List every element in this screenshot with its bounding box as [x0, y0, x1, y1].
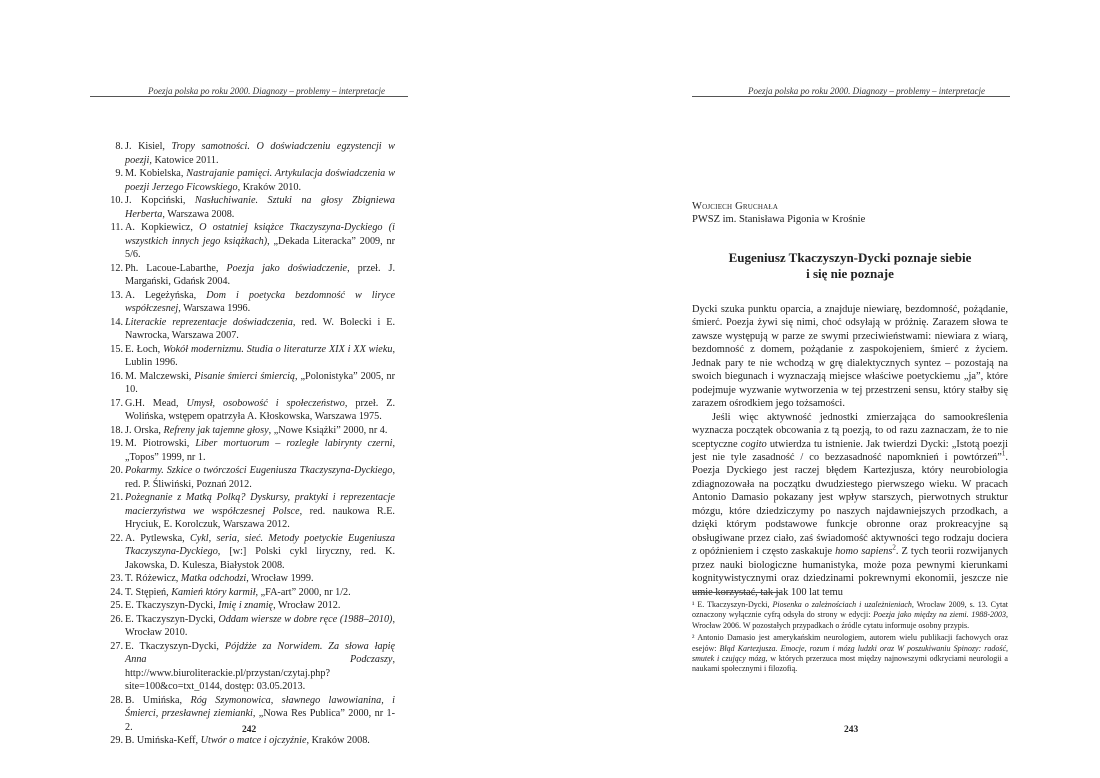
footnotes	[692, 600, 1008, 677]
bibliography-entry-num: 20.	[110, 465, 123, 476]
footnote-2	[692, 633, 1008, 675]
cogito-term: cogito	[740, 438, 767, 450]
footnote-ref-2[interactable]: 2	[892, 543, 896, 552]
bibliography-entry-title: O ostatniej książce Tkaczyszyna-Dyckiego (i wszystkich innych jego książkach)	[125, 222, 395, 247]
footnote-1-text-b: , Wrocław 2009, s. 13. Cytat oznaczony wyłącznie cyfrą odsyła do strony w edycji:	[692, 600, 1009, 620]
footnote-ref-1[interactable]: 1	[1001, 449, 1006, 458]
article-title-line-1: Eugeniusz Tkaczyszyn-Dycki poznaje siebie	[728, 250, 972, 265]
bibliography-entry-rest: , „Nowa Res Publica” 2000, nr 1-2.	[125, 708, 395, 733]
bibliography-entry-title: Refreny jak tajemne głosy	[163, 424, 269, 436]
bibliography-list	[107, 140, 395, 748]
bibliography-entry-title: Cykl, seria, sieć. Metody poetyckie Eugeniusza Tkaczyszyna-Dyckiego	[125, 532, 395, 557]
page-number-right: 243	[844, 725, 859, 735]
header-rule-left	[90, 96, 408, 97]
bibliography-entry-rest: , Lublin 1996.	[125, 343, 395, 368]
bibliography-entry-num: 10.	[110, 195, 123, 206]
bibliography-entry-author: T. Różewicz,	[125, 573, 181, 584]
bibliography-entry	[107, 491, 395, 532]
homo-sapiens-term: homo sapiens	[835, 546, 893, 558]
bibliography-entry-author: A. Legeżyńska,	[125, 289, 207, 301]
bibliography-entry-num: 23.	[110, 573, 123, 584]
bibliography-entry-title: Matka odchodzi	[180, 573, 247, 584]
author-affiliation: PWSZ im. Stanisława Pigonia w Krośnie	[692, 214, 866, 225]
bibliography-entry-rest: , Katowice 2011.	[149, 154, 219, 166]
right-page	[550, 0, 1100, 778]
bibliography-entry-title: Nastrajanie pamięci. Artykulacja doświadczenia w poezji Jerzego Ficowskiego	[125, 168, 395, 193]
bibliography-entry	[107, 316, 395, 343]
bibliography-entry-author: J. Kisiel,	[125, 141, 172, 152]
bibliography-entry-title: Poezja jako doświadczenie	[226, 262, 348, 274]
bibliography-entry-rest: , „Topos” 1999, nr 1.	[125, 438, 395, 463]
bibliography-entry-num: 15.	[110, 343, 123, 355]
bibliography-entry-rest: , [w:] Polski cykl liryczny, red. K. Jakowska, D. Kulesza, Białystok 2008.	[125, 546, 395, 571]
bibliography-entry-rest: , Kraków 2010.	[237, 181, 301, 193]
bibliography-entry-num: 22.	[110, 532, 123, 544]
bibliography-entry-rest: , http://www.biuroliterackie.pl/przystan/czytaj.php?site=100&co=txt_0144, dostęp: 03.05.2013.	[125, 654, 395, 692]
bibliography-entry-num: 28.	[110, 694, 123, 706]
bibliography-entry-num: 27.	[110, 640, 123, 652]
bibliography-entry-author: T. Stępień,	[125, 586, 172, 598]
article-body	[692, 303, 1008, 599]
bibliography-entry-rest: , red. W. Bolecki i E. Nawrocka, Warszawa 2007.	[125, 316, 396, 341]
bibliography-entry-rest: , przeł. Z. Wolińska, wstępem opatrzyła A. Kłoskowska, Warszawa 1975.	[125, 397, 395, 422]
bibliography-entry	[107, 221, 395, 262]
bibliography-entry	[107, 532, 395, 573]
bibliography-entry	[107, 194, 395, 221]
author-name: Wojciech Gruchała	[692, 201, 779, 212]
bibliography-entry-num: 9.	[115, 168, 123, 179]
bibliography-entry-title: Pójdźże za Norwidem. Za słowa łapię Anna Podczaszy	[125, 640, 396, 665]
bibliography-entry	[107, 437, 395, 464]
bibliography-entry-author: G.H. Mead,	[125, 397, 187, 409]
bibliography-entry-rest: , Wrocław 2012.	[273, 600, 341, 611]
bibliography-entry-author: J. Kopciński,	[125, 195, 195, 206]
bibliography-entry-title: Utwór o matce i ojczyźnie	[200, 735, 307, 746]
footnote-2-text-a: ² Antonio Damasio jest amerykańskim neurologiem, autorem wielu publikacji fachowych oraz esejów:	[692, 633, 1008, 653]
bibliography-entry-title: Nasłuchiwanie. Sztuki na głosy Zbigniewa Herberta	[125, 195, 395, 220]
footnote-2-title: Błąd Kartezjusza. Emocje, rozum i mózg ludzki oraz W poszukiwaniu Spinozy: radość, smutek i czujący mózg	[692, 643, 1009, 664]
footnote-1-text-c: , Wrocław 2006. W pozostałych przypadkach o źródle cytatu informuje osobny przypis.	[692, 610, 1009, 630]
bibliography-entry	[107, 613, 395, 640]
footnote-1-title-2: Poezja jako między na ziemi. 1988-2003	[873, 610, 1007, 620]
bibliography-entry-title: Dom i poetycka bezdomność w liryce współczesnej	[125, 289, 395, 314]
bibliography-entry-author: M. Kobielska,	[125, 168, 187, 179]
bibliography-entry-rest: , red. P. Śliwiński, Poznań 2012.	[125, 465, 395, 490]
bibliography-entry-author: B. Umińska-Keff,	[125, 735, 201, 746]
bibliography-entry-title: Oddam wiersze w dobre ręce (1988–2010)	[218, 613, 393, 625]
bibliography-entry-num: 25.	[110, 600, 123, 611]
bibliography-entry-num: 26.	[110, 613, 123, 625]
bibliography-entry	[107, 289, 395, 316]
bibliography-entry-num: 8.	[115, 141, 123, 152]
bibliography-entry-title: Pokarmy. Szkice o twórczości Eugeniusza Tkaczyszyna-Dyckiego	[125, 465, 393, 476]
bibliography-entry-num: 19.	[110, 438, 123, 449]
bibliography-entry-num: 29.	[110, 735, 123, 746]
bibliography-entry	[107, 599, 395, 613]
bibliography-entry-author: E. Tkaczyszyn-Dycki,	[125, 600, 219, 611]
bibliography-entry-rest: , Wrocław 2010.	[125, 613, 395, 638]
paragraph-2-part-a: Jeśli więc aktywność jednostki zmierzająca do samookreślenia wyznacza początek obcowania z tą poezją, to od razu zaznaczam, że to nie sceptyczne	[692, 411, 1008, 450]
paragraph-2-part-c: . Poezja Dyckiego jest raczej błędem Kartezjusza, który neurobiologia zdiagnozowała na początku dwudziestego pierwszego wieku. W pracach Antonio Damasio pokazany jest wpływ starszych, pierwotnych struktur mózgu, które dziedziczymy po naszych najdawniejszych przodkach, a dzięki którym podstawowe funkcje obronne oraz prokreacyjne są obsługiwane przez ciało, zaś świadomość aktywności tego rodzaju dociera z opóźnieniem i często zaskakuje	[692, 451, 1008, 558]
bibliography-entry-num: 17.	[110, 397, 123, 409]
bibliography-entry-author: E. Łoch,	[125, 343, 163, 355]
bibliography-entry-rest: , Kraków 2008.	[306, 735, 370, 746]
bibliography-entry-title: Pożegnanie z Matką Polką? Dyskursy, praktyki i reprezentacje macierzyństwa we współczesnej Polsce	[125, 492, 395, 517]
bibliography-entry-num: 24.	[110, 586, 123, 598]
bibliography-entry-author: M. Piotrowski,	[125, 438, 196, 449]
bibliography-entry-author: J. Orska,	[125, 424, 164, 436]
bibliography-entry-rest: , „FA-art” 2000, nr 1/2.	[255, 586, 351, 598]
bibliography-entry-author: B. Umińska,	[125, 694, 191, 706]
bibliography-entry-rest: , Warszawa 2008.	[162, 208, 235, 220]
bibliography-entry-title: Umysł, osobowość i społeczeństwo	[186, 397, 345, 409]
bibliography-entry	[107, 572, 395, 586]
bibliography-entry-num: 11.	[110, 222, 123, 233]
bibliography-entry-num: 18.	[110, 424, 123, 436]
bibliography-entry-rest: , Wrocław 1999.	[246, 573, 314, 584]
article-title	[710, 250, 990, 282]
bibliography-entry-author: A. Pytlewska,	[125, 532, 190, 544]
bibliography-entry-title: Liber mortuorum – rozległe labirynty czerni	[195, 438, 393, 449]
running-head-right: Poezja polska po roku 2000. Diagnozy – problemy – interpretacje	[748, 86, 985, 96]
bibliography-entry-title: Kamień który karmił	[171, 586, 256, 598]
bibliography-entry-rest: , „Dekada Literacka” 2009, nr 5/6.	[125, 235, 395, 260]
bibliography-entry-title: Imię i znamię	[218, 600, 274, 611]
bibliography-entry-title: Tropy samotności. O doświadczeniu egzystencji w poezji	[125, 141, 395, 166]
article-author-block	[692, 200, 865, 226]
bibliography-entry-title: Wokół modernizmu. Studia o literaturze XIX i XX wieku	[163, 343, 393, 355]
article-title-line-2: i się nie poznaje	[806, 266, 894, 281]
bibliography-entry	[107, 397, 395, 424]
bibliography-entry	[107, 167, 395, 194]
bibliography-entry-num: 16.	[110, 370, 123, 382]
bibliography-entry-author: E. Tkaczyszyn-Dycki,	[125, 613, 219, 625]
footnote-1	[692, 600, 1008, 631]
bibliography-entry	[107, 343, 395, 370]
footnote-1-text-a: ¹ E. Tkaczyszyn-Dycki,	[692, 600, 773, 609]
paragraph-2-part-d: . Z tych teorii rozwijanych przez nauki biologiczne humanistyka, może poza pewnymi kierunkami kognitywistycznymi oraz dziedzinami pokrewnymi ekonomii, jeszcze nie umie korzystać, tak jak 100 lat temu	[692, 546, 1008, 598]
header-rule-right	[692, 96, 1010, 97]
bibliography-entry-title: Literackie reprezentacje doświadczenia	[125, 316, 293, 328]
footnote-1-title: Piosenka o zależnościach i uzależnieniach	[772, 600, 912, 609]
bibliography-entry	[107, 734, 395, 748]
bibliography-entry-title: Róg Szymonowica, sławnego lawowianina, i Śmierci, przesławnej ziemianki	[125, 694, 395, 719]
bibliography-entry-author: A. Kopkiewicz,	[125, 222, 200, 233]
bibliography-entry	[107, 640, 395, 694]
bibliography-entry-num: 14.	[110, 316, 123, 328]
bibliography-entry	[107, 262, 395, 289]
bibliography-entry-rest: , Warszawa 1996.	[178, 303, 251, 314]
paragraph-2	[692, 411, 1008, 599]
bibliography-entry-rest: , przeł. J. Margański, Gdańsk 2004.	[125, 262, 396, 287]
bibliography-entry-rest: , red. naukowa R.E. Hryciuk, E. Korolczuk, Warszawa 2012.	[125, 505, 395, 530]
bibliography-entry-num: 12.	[110, 262, 123, 274]
bibliography-entry	[107, 586, 395, 600]
bibliography-entry-rest: , „Nowe Książki” 2000, nr 4.	[268, 424, 388, 436]
bibliography-entry	[107, 370, 395, 397]
bibliography-entry	[107, 140, 395, 167]
paragraph-2-part-b: utwierdza tu istnienie. Jak twierdzi Dycki: „Istotą poezji jest nie tyle zasadność / co bezzasadność napomknień i powtórzeń”	[692, 438, 1008, 463]
bibliography-entry	[107, 464, 395, 491]
page-number-left: 242	[242, 725, 257, 735]
footnote-2-text-b: , w których przerzuca most między najnowszymi odkryciami neurologii a naukami społecznymi i filozofią.	[692, 654, 1008, 674]
running-head-left: Poezja polska po roku 2000. Diagnozy – problemy – interpretacje	[148, 86, 385, 96]
bibliography-entry-author: Ph. Lacoue-Labarthe,	[125, 262, 227, 274]
bibliography-entry-rest: , „Polonistyka” 2005, nr 10.	[125, 370, 395, 395]
bibliography-entry-author: E. Tkaczyszyn-Dycki,	[125, 640, 225, 652]
bibliography-entry-num: 21.	[110, 492, 123, 503]
bibliography-entry-num: 13.	[110, 289, 123, 301]
bibliography-entry-title: Pisanie śmierci śmiercią	[194, 370, 296, 382]
bibliography-entry	[107, 424, 395, 438]
bibliography-entry-author: M. Malczewski,	[125, 370, 195, 382]
footnote-rule	[692, 592, 782, 593]
paragraph-1: Dycki szuka punktu oparcia, a znajduje niewiarę, bezdomność, pożądanie, śmierć. Poezja żywi się nimi, choć odsyłają w próżnię. Zarazem słowa te zawsze występują w parze ze swymi przeciwieństwami: niewiara z wiarą, bezdomność z domem, pożądanie z zaspokojeniem, śmierć z życiem. Jednak pary te nie wchodzą w grę dialektycznych syntez – pozostają na swoich biegunach i wyznaczają miejsce właściwe poetyckiemu „ja”, które podejmuje wyzwanie wytworzenia w tej przestrzeni sensu, który stałby się zarazem ośrodkiem jego tożsamości.	[692, 304, 1008, 410]
